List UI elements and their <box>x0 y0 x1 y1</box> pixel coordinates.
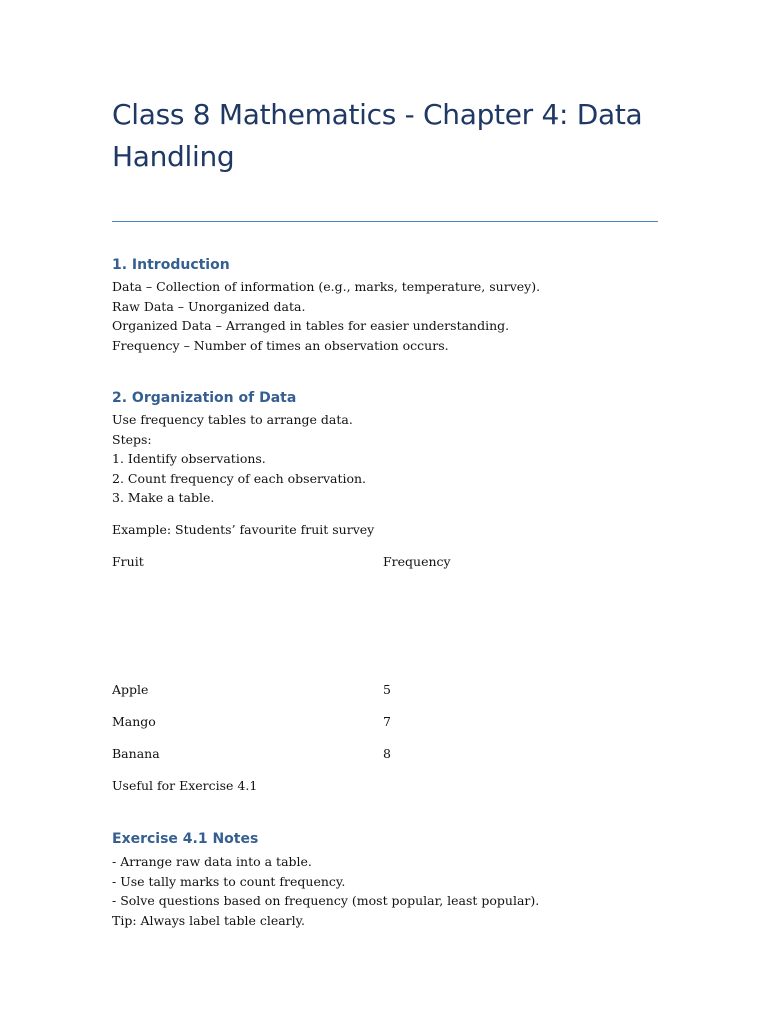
organization-list <box>112 410 366 508</box>
table-cell-fruit: Apple <box>112 682 149 697</box>
introduction-line: Raw Data – Unorganized data. <box>112 298 306 314</box>
organization-line: Use frequency tables to arrange data. <box>112 412 353 427</box>
example-label: Example: Students’ favourite fruit survey <box>112 522 375 537</box>
section-heading-introduction: 1. Introduction <box>112 257 230 273</box>
organization-line: 3. Make a table. <box>112 490 215 505</box>
table-header-fruit: Fruit <box>112 554 144 569</box>
introduction-line: Frequency – Number of times an observation occurs. <box>112 337 449 353</box>
organization-line: 1. Identify observations. <box>112 451 266 466</box>
section-heading-exercise-notes: Exercise 4.1 Notes <box>112 831 259 847</box>
page-title: Class 8 Mathematics - Chapter 4: Data Handling <box>112 98 643 173</box>
organization-line: Steps: <box>112 431 152 447</box>
exercise-note-line: Tip: Always label table clearly. <box>112 912 306 928</box>
introduction-line: Data – Collection of information (e.g., marks, temperature, survey). <box>112 279 541 294</box>
table-cell-frequency: 5 <box>383 682 391 697</box>
table-cell-frequency: 8 <box>383 746 391 761</box>
title-divider <box>112 221 658 222</box>
organization-line: 2. Count frequency of each observation. <box>112 470 367 486</box>
exercise-notes-list <box>112 852 539 930</box>
exercise-note-line: - Arrange raw data into a table. <box>112 854 312 869</box>
section-heading-organization: 2. Organization of Data <box>112 390 297 406</box>
exercise-note-line: - Solve questions based on frequency (most popular, least popular). <box>112 893 540 908</box>
table-cell-fruit: Mango <box>112 714 156 729</box>
table-footer-note: Useful for Exercise 4.1 <box>112 778 258 793</box>
table-cell-fruit: Banana <box>112 746 160 761</box>
table-header-frequency: Frequency <box>383 554 451 569</box>
introduction-line: Organized Data – Arranged in tables for easier understanding. <box>112 318 510 333</box>
table-cell-frequency: 7 <box>383 714 391 729</box>
exercise-note-line: - Use tally marks to count frequency. <box>112 873 346 889</box>
introduction-list <box>112 277 540 355</box>
